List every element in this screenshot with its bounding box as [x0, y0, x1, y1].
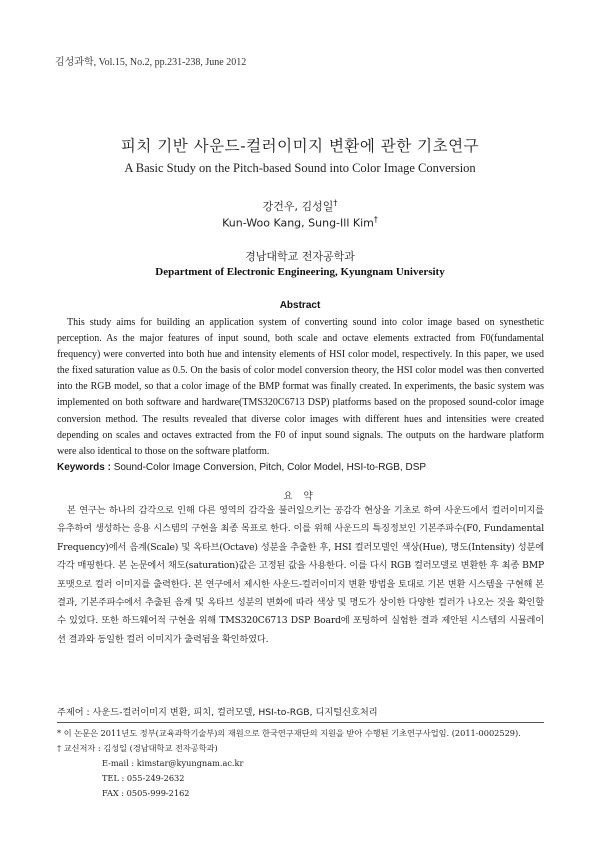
summary-heading: 요 약	[283, 491, 317, 502]
affiliation-english: Department of Electronic Engineering, Kyungnam University	[155, 266, 445, 278]
footnote-corresponding-author: † 교신저자 : 김성일 (경남대학교 전자공학과)	[57, 743, 218, 753]
keywords-label: Keywords :	[57, 462, 111, 473]
affiliation-korean: 경남대학교 전자공학과	[245, 250, 355, 263]
authors-korean-text: 강건우, 김성일	[262, 200, 334, 213]
paper-title-korean: 피치 기반 사운드-컬러이미지 변환에 관한 기초연구	[120, 137, 480, 155]
summary-keywords: 주제어 : 사운드-컬러이미지 변환, 피치, 컬러모델, HSI-to-RGB, 디지털신호처리	[57, 707, 378, 718]
summary-body: 본 연구는 하나의 감각으로 인해 다른 영역의 감각을 불러일으키는 공감각 현상을 기초로 하여 사운드에서 컬러이미지를 유추하여 생성하는 응용 시스템의 구현을 최종 목표로 한다. 이를 위해 사운드의 특징정보인 기본주파수(F0, Fundamental Frequency)에서 음계(Scale) 및 옥타브(Octave) 성분을 추출한 후, HSI 컬러모델인 색상(Hue), 명도(Intensity) 성분에 각각 매핑한다. 본 논문에서 채도(saturation)값은 고정된 값을 사용한다. 이를 다시 RGB 컬러모델로 변환한 후 최종 BMP 포맷으로 컬러 이미지를 출력한다. 본 연구에서 제시한 사운드-컬러이미지 변환 방법을 토대로 기본 변환 시스템을 구현해 본 결과, 기본주파수에서 추출된 음계 및 옥타브 성분의 변화에 따라 색상 및 명도가 상이한 다양한 컬러가 나오는 것을 확인할 수 있었다. 또한 하드웨어적 구현을 위해 TMS320C6713 DSP Board에 포팅하여 실험한 결과 제안된 시스템의 시뮬레이션 결과와 동일한 컬러 이미지가 출력됨을 확인하였다.	[57, 505, 544, 645]
footnote-fax: FAX : 0505-999-2162	[102, 788, 190, 798]
abstract-body: This study aims for building an application system of converting sound into color image based on synesthetic perception. As the major features of input sound, both scale and octave elements extracted from F0(fundamental frequency) were converted into both hue and intensity elements of HSI color model, respectively. In this paper, we used the fixed saturation value as 0.5. On the basis of color model conversion theory, the HSI color model was then converted into the RGB model, so that a color image of the BMP format was finally created. In experiments, the basic system was implemented on both software and hardware(TMS320C6713 DSP) platforms based on the proposed sound-color image conversion method. The results revealed that diverse color images with different hues and intensities were created depending on scales and octaves extracted from the F0 of input sound signals. The outputs on the hardware platform were also identical to those on the software platform.	[57, 317, 544, 457]
footnote-divider	[57, 722, 544, 723]
corresponding-mark-en: †	[373, 215, 378, 224]
keywords-line	[57, 462, 544, 473]
abstract-heading: Abstract	[279, 300, 321, 311]
authors-english-text: Kun-Woo Kang, Sung-Ill Kim	[222, 216, 374, 230]
authors-korean	[0, 198, 600, 214]
footnotes	[57, 726, 544, 801]
footnote-tel: TEL : 055-249-2632	[102, 773, 185, 783]
corresponding-mark: †	[333, 198, 338, 208]
journal-reference: 김성과학, Vol.15, No.2, pp.231-238, June 2012	[55, 57, 247, 68]
authors-english	[0, 215, 600, 230]
footnote-email: E-mail : kimstar@kyungnam.ac.kr	[102, 758, 244, 768]
paper-title-english: A Basic Study on the Pitch-based Sound into Color Image Conversion	[124, 161, 476, 175]
footnote-funding: * 이 논문은 2011년도 정부(교육과학기술부)의 재원으로 한국연구재단의 지원을 받아 수행된 기초연구사업임. (2011-0002529).	[57, 728, 521, 738]
keywords-text: Sound-Color Image Conversion, Pitch, Color Model, HSI-to-RGB, DSP	[113, 462, 427, 473]
